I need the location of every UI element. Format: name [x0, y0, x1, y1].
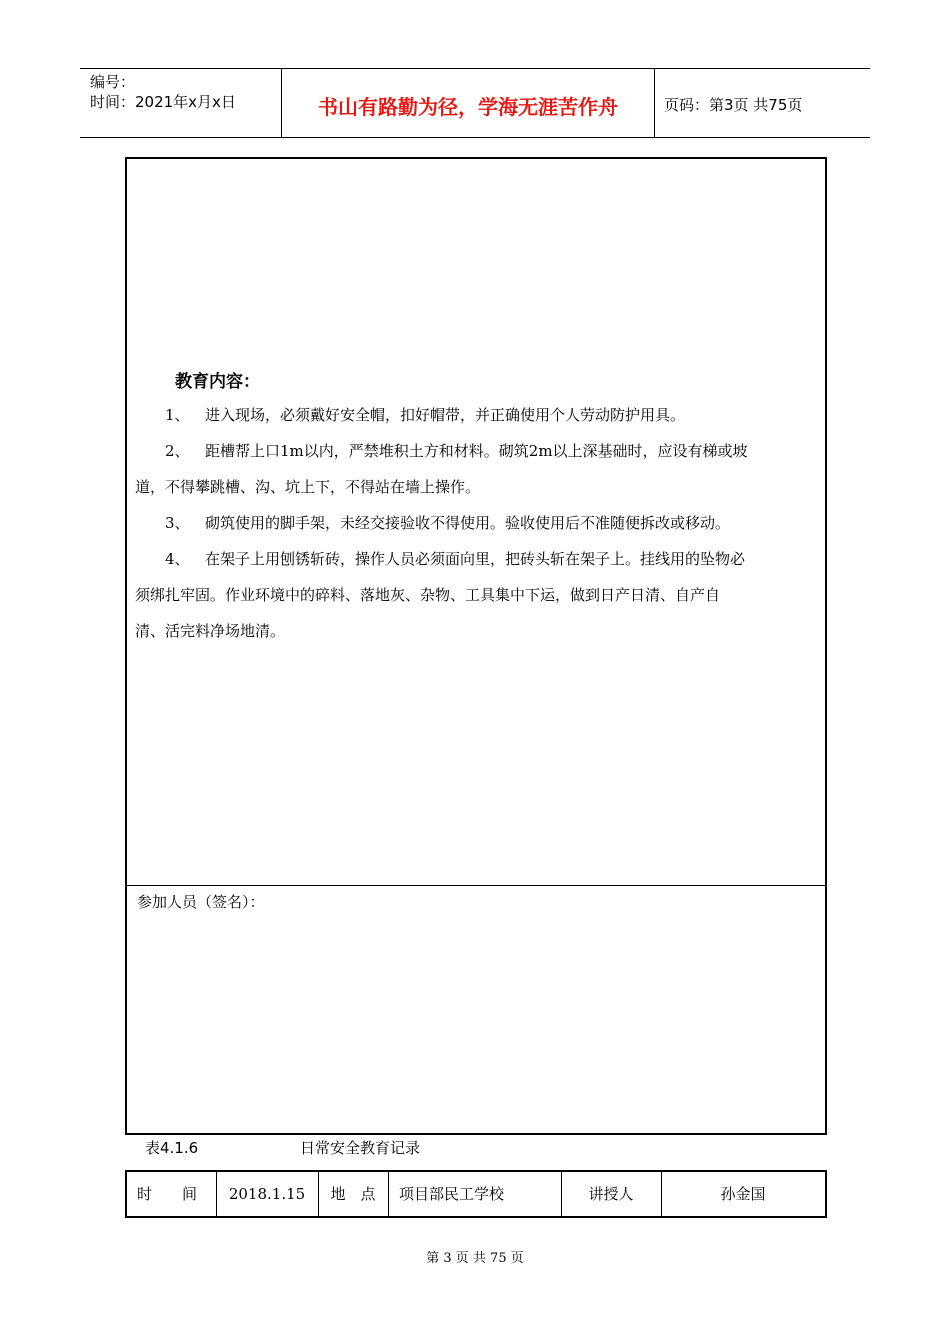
item-number: 1、: [165, 406, 190, 424]
education-item: [135, 433, 820, 469]
page-header: [80, 68, 870, 138]
header-divider: [654, 69, 655, 137]
item-text: 在架子上用刨锈斩砖，操作人员必须面向里，把砖头斩在架子上。挂线用的坠物必: [205, 550, 746, 568]
participants-label: 参加人员（签名）：: [137, 893, 265, 911]
item-text: 距槽帮上口1m以内，严禁堆积土方和材料。砌筑2m以上深基础时，应设有梯或坡: [205, 442, 748, 460]
education-content-list: [135, 397, 820, 649]
table-divider: [388, 1172, 389, 1216]
document-code-label: 编号：: [90, 73, 136, 91]
item-number: 4、: [165, 550, 190, 568]
lecturer-value-cell: 孙金国: [720, 1185, 766, 1203]
document-date: 时间：2021年x月x日: [90, 93, 236, 111]
table-title: 日常安全教育记录: [300, 1139, 421, 1157]
place-value-cell: 项目部民工学校: [399, 1185, 505, 1203]
page-footer: 第 3 页 共 75 页: [426, 1251, 524, 1266]
header-page-info: 页码：第3页 共75页: [664, 96, 803, 114]
item-number: 2、: [165, 442, 190, 460]
header-motto: 书山有路勤为径，学海无涯苦作舟: [318, 95, 618, 119]
education-item: [135, 397, 820, 433]
education-item-continuation: 道，不得攀跳槽、沟、坑上下，不得站在墙上操作。: [135, 478, 481, 496]
education-content-title: 教育内容：: [175, 372, 260, 392]
lecturer-label-cell: 讲授人: [588, 1185, 634, 1203]
item-text: 进入现场，必须戴好安全帽，扣好帽带，并正确使用个人劳动防护用具。: [205, 406, 686, 424]
education-item: [135, 541, 820, 577]
time-value-cell: 2018.1.15: [228, 1185, 306, 1203]
place-label-cell: 地 点: [330, 1185, 376, 1203]
education-item: [135, 505, 820, 541]
education-item-continuation: 须绑扎牢固。作业环境中的碎料、落地灰、杂物、工具集中下运，做到日产日清、自产自 清、活完料净场地清。: [135, 586, 721, 640]
time-label-cell: 时 间: [137, 1185, 198, 1203]
item-text: 砌筑使用的脚手架，未经交接验收不得使用。验收使用后不准随便拆改或移动。: [205, 514, 731, 532]
record-table: [125, 1170, 827, 1218]
item-number: 3、: [165, 514, 190, 532]
box-separator: [127, 885, 825, 886]
table-number: 表4.1.6: [145, 1139, 199, 1157]
education-record-box: [125, 157, 827, 1135]
